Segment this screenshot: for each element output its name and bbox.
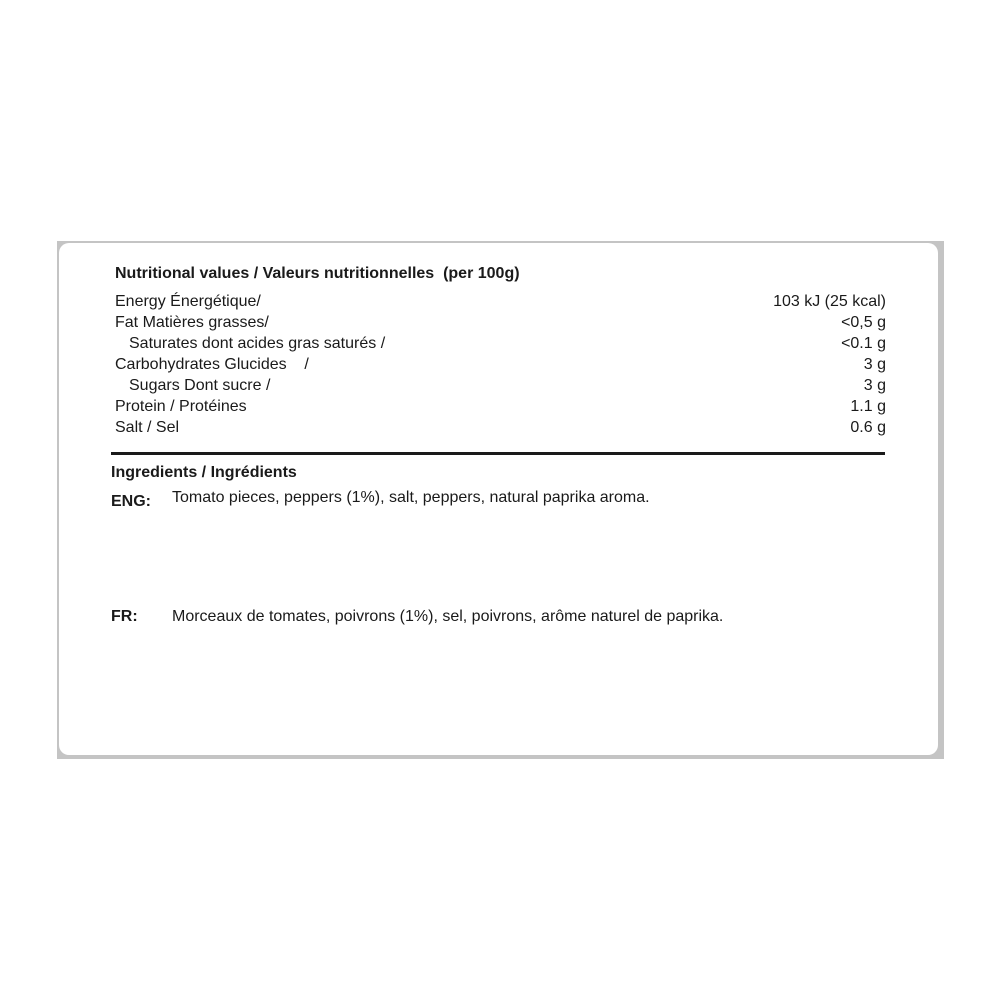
nutrition-label: Sugars Dont sucre / xyxy=(129,377,271,394)
nutrition-row-energy xyxy=(115,291,886,312)
nutrition-row-saturates xyxy=(115,333,886,354)
nutrition-value: 3 g xyxy=(863,356,886,373)
language-code-fr: FR: xyxy=(111,608,138,625)
nutrition-label: Salt / Sel xyxy=(115,419,180,436)
ingredients-text-eng: Tomato pieces, peppers (1%), salt, peppers, natural paprika aroma. xyxy=(172,489,650,506)
nutrition-value: <0,5 g xyxy=(841,314,886,331)
nutrition-table xyxy=(115,291,886,438)
nutrition-row-fat xyxy=(115,312,886,333)
nutrition-value: <0.1 g xyxy=(841,335,886,352)
nutrition-row-salt xyxy=(115,417,886,438)
nutrition-row-sugars xyxy=(115,375,886,396)
nutrition-label: Fat Matières grasses/ xyxy=(115,314,269,331)
nutrition-label: Energy Énergétique/ xyxy=(115,293,261,310)
label-frame xyxy=(57,241,944,759)
section-divider xyxy=(111,452,885,455)
nutrition-value: 103 kJ (25 kcal) xyxy=(773,293,886,310)
nutrition-title: Nutritional values / Valeurs nutritionnelles (per 100g) xyxy=(115,265,520,282)
ingredients-fr xyxy=(111,608,724,680)
language-code-eng: ENG: xyxy=(111,493,151,510)
nutrition-label: Carbohydrates Glucides / xyxy=(115,356,309,373)
nutrition-value: 3 g xyxy=(863,377,886,394)
nutrition-value: 0.6 g xyxy=(850,419,886,436)
ingredients-title: Ingredients / Ingrédients xyxy=(111,464,297,481)
nutrition-value: 1.1 g xyxy=(850,398,886,415)
nutrition-row-protein xyxy=(115,396,886,417)
ingredients-eng xyxy=(111,489,650,561)
ingredients-text-fr: Morceaux de tomates, poivrons (1%), sel, poivrons, arôme naturel de paprika. xyxy=(172,608,724,625)
nutrition-row-carbohydrates xyxy=(115,354,886,375)
nutrition-label: Saturates dont acides gras saturés / xyxy=(129,335,386,352)
nutrition-label: Protein / Protéines xyxy=(115,398,247,415)
label-card xyxy=(59,243,938,755)
